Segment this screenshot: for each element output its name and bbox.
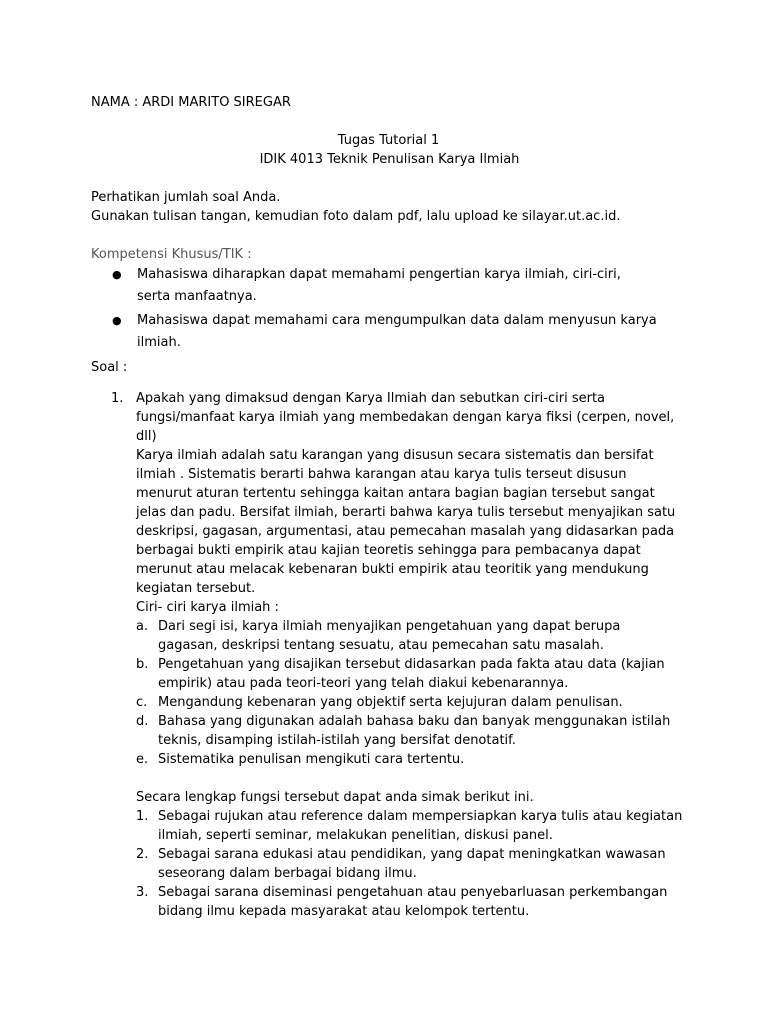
bullet-icon: ● [112, 268, 122, 281]
list-marker: d. [136, 714, 149, 729]
question-number: 1. [111, 391, 124, 406]
list-item [136, 655, 684, 693]
list-item-text: Mahasiswa dapat memahami cara mengumpulkan data dalam menyusun karya ilmiah. [137, 313, 657, 350]
list-item [91, 264, 691, 308]
instruction-line-2: Gunakan tulisan tangan, kemudian foto dalam pdf, lalu upload ke silayar.ut.ac.id. [91, 209, 621, 224]
list-item-text: Mengandung kebenaran yang objektif serta kejujuran dalam penulisan. [158, 695, 623, 710]
list-item-text: Mahasiswa diharapkan dapat memahami pengertian karya ilmiah, ciri-ciri, serta manfaatnya. [137, 267, 621, 304]
list-item-text: Sebagai rujukan atau reference dalam mempersiapkan karya tulis atau kegiatan ilmiah, seperti seminar, melakukan penelitian, diskusi panel. [158, 809, 683, 843]
list-marker: 3. [136, 885, 149, 900]
list-item [136, 693, 684, 712]
list-item [136, 617, 684, 655]
answer-text: Karya ilmiah adalah satu karangan yang disusun secara sistematis dan bersifat ilmiah . Sistematis berarti bahwa karangan atau karya tulis terseut disusun menurut aturan tertentu sehingga kaitan antara bagian bagian tersebut sangat jelas dan padu. Bersifat ilmiah, berarti bahwa karya tulis tersebut menyajikan satu deskripsi, gagasan, argumentasi, atau pemecahan masalah yang didasarkan pada berbagai bukti empirik atau kajian teoretis sehingga para pembacanya dapat merunut atau melacak kebenaran bukti empirik atau teoritik yang mendukung kegiatan tersebut. [136, 448, 676, 596]
student-name: NAMA : ARDI MARITO SIREGAR [91, 95, 291, 110]
list-item [136, 750, 684, 769]
list-marker: a. [136, 619, 149, 634]
bullet-icon: ● [112, 314, 122, 327]
instructions [91, 188, 620, 226]
list-marker: 1. [136, 809, 149, 824]
kompetensi-list [91, 264, 691, 356]
document-title [0, 131, 768, 169]
title-line-2: IDIK 4013 Teknik Penulisan Karya Ilmiah [259, 152, 520, 167]
fungsi-heading: Secara lengkap fungsi tersebut dapat anda simak berikut ini. [136, 790, 534, 805]
list-item-text: Sistematika penulisan mengikuti cara tertentu. [158, 752, 465, 767]
ciri-heading: Ciri- ciri karya ilmiah : [136, 600, 279, 615]
instruction-line-1: Perhatikan jumlah soal Anda. [91, 190, 281, 205]
list-item [136, 712, 684, 750]
list-item-text: Dari segi isi, karya ilmiah menyajikan pengetahuan yang dapat berupa gagasan, deskripsi tentang sesuatu, atau pemecahan satu masalah. [158, 619, 621, 653]
ciri-list [136, 617, 684, 769]
list-item [136, 845, 684, 883]
list-marker: b. [136, 657, 149, 672]
list-item [91, 310, 691, 354]
list-item-text: Pengetahuan yang disajikan tersebut didasarkan pada fakta atau data (kajian empirik) atau pada teori-teori yang telah diakui kebenarannya. [158, 657, 665, 691]
list-marker: 2. [136, 847, 149, 862]
list-marker: c. [136, 695, 148, 710]
question-body [136, 389, 684, 921]
list-item-text: Sebagai sarana diseminasi pengetahuan atau penyebarluasan perkembangan bidang ilmu kepada masyarakat atau kelompok tertentu. [158, 885, 668, 919]
list-item [136, 807, 684, 845]
question-text: Apakah yang dimaksud dengan Karya Ilmiah dan sebutkan ciri-ciri serta fungsi/manfaat karya ilmiah yang membedakan dengan karya fiksi (cerpen, novel, dll) [136, 391, 675, 444]
spacer [136, 769, 684, 788]
list-item-text: Sebagai sarana edukasi atau pendidikan, yang dapat meningkatkan wawasan seseorang dalam berbagai bidang ilmu. [158, 847, 666, 881]
list-marker: e. [136, 752, 149, 767]
list-item-text: Bahasa yang digunakan adalah bahasa baku dan banyak menggunakan istilah teknis, disamping istilah-istilah yang bersifat denotatif. [158, 714, 671, 748]
kompetensi-heading: Kompetensi Khusus/TIK : [91, 247, 252, 262]
title-line-1: Tugas Tutorial 1 [337, 133, 440, 148]
soal-heading: Soal : [91, 360, 128, 375]
list-item [136, 883, 684, 921]
fungsi-list [136, 807, 684, 921]
